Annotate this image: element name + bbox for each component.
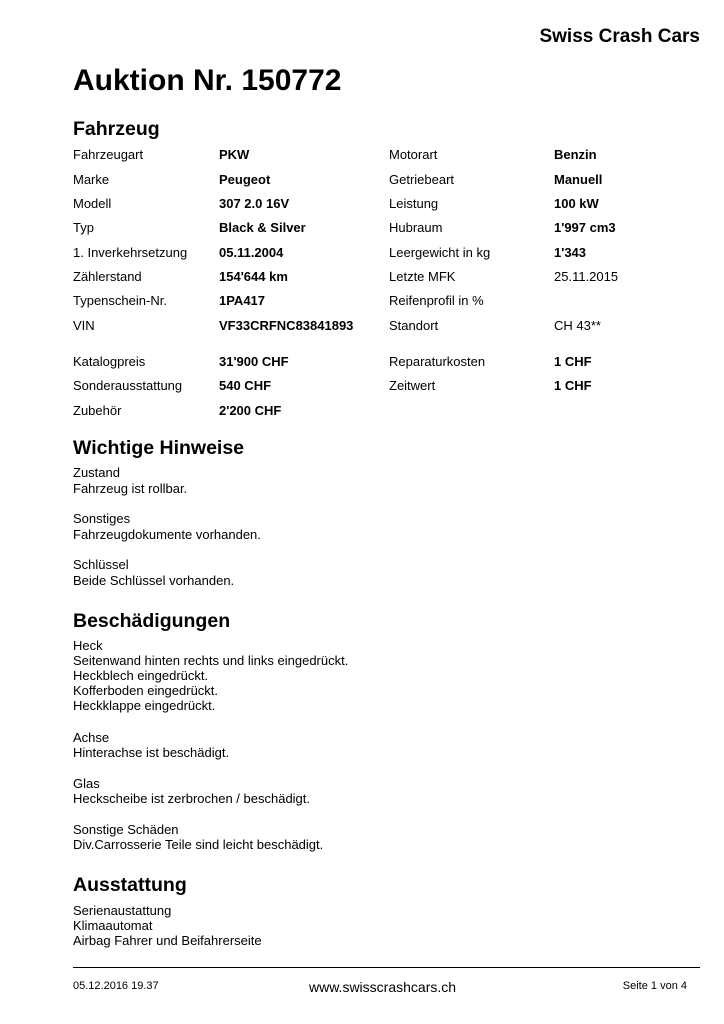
brand-name: Swiss Crash Cars — [539, 26, 700, 47]
field-label: Fahrzeugart — [73, 147, 144, 162]
equipment-title: Serienaustattung — [73, 903, 172, 918]
field-value: Manuell — [554, 172, 603, 187]
price-value: 2'200 CHF — [219, 403, 282, 418]
note-line: Beide Schlüssel vorhanden. — [73, 573, 235, 588]
section-heading-vehicle: Fahrzeug — [73, 118, 160, 140]
note-line: Fahrzeugdokumente vorhanden. — [73, 527, 261, 542]
field-value: VF33CRFNC83841893 — [219, 318, 354, 333]
footer-page-number: Seite 1 von 4 — [622, 980, 687, 992]
field-value: Benzin — [554, 147, 597, 162]
price-value: 540 CHF — [219, 378, 272, 393]
field-value: 100 kW — [554, 196, 599, 211]
section-heading-equipment: Ausstattung — [73, 874, 187, 896]
section-heading-notes: Wichtige Hinweise — [73, 437, 245, 459]
price-label: Katalogpreis — [73, 354, 146, 369]
damage-title: Heck — [73, 638, 103, 653]
note-title: Schlüssel — [73, 557, 129, 572]
price-value: 1 CHF — [554, 378, 592, 393]
footer-date: 05.12.2016 19.37 — [73, 980, 159, 992]
equipment-line: Airbag Fahrer und Beifahrerseite — [73, 933, 262, 948]
page-title: Auktion Nr. 150772 — [73, 64, 342, 97]
damage-line: Heckscheibe ist zerbrochen / beschädigt. — [73, 791, 311, 806]
note-title: Sonstiges — [73, 511, 131, 526]
field-label: Getriebeart — [389, 172, 455, 187]
price-label: Sonderausstattung — [73, 378, 183, 393]
price-label: Zeitwert — [389, 378, 436, 393]
damage-line: Heckblech eingedrückt. — [73, 668, 209, 683]
field-label: Leergewicht in kg — [389, 245, 491, 260]
damage-title: Achse — [73, 730, 110, 745]
field-value: 154'644 km — [219, 269, 288, 284]
field-label: Zählerstand — [73, 269, 142, 284]
note-title: Zustand — [73, 465, 120, 480]
damage-line: Div.Carrosserie Teile sind leicht beschädigt. — [73, 837, 324, 852]
field-value: Peugeot — [219, 172, 271, 187]
field-label: Marke — [73, 172, 110, 187]
field-value: 25.11.2015 — [554, 269, 619, 284]
field-label: 1. Inverkehrsetzung — [73, 245, 188, 260]
damage-line: Heckklappe eingedrückt. — [73, 698, 216, 713]
field-value: 05.11.2004 — [219, 245, 284, 260]
field-label: Leistung — [389, 196, 439, 211]
field-label: Reifenprofil in % — [389, 293, 484, 308]
field-value: 1'997 cm3 — [554, 220, 616, 235]
field-label: Hubraum — [389, 220, 443, 235]
damage-line: Seitenwand hinten rechts und links eingedrückt. — [73, 653, 349, 668]
field-label: Motorart — [389, 147, 438, 162]
price-value: 31'900 CHF — [219, 354, 289, 369]
note-line: Fahrzeug ist rollbar. — [73, 481, 188, 496]
equipment-line: Klimaautomat — [73, 918, 153, 933]
damage-line: Hinterachse ist beschädigt. — [73, 745, 230, 760]
damage-title: Sonstige Schäden — [73, 822, 179, 837]
field-label: Standort — [389, 318, 439, 333]
section-heading-damages: Beschädigungen — [73, 610, 231, 632]
field-label: Typenschein-Nr. — [73, 293, 167, 308]
field-label: Letzte MFK — [389, 269, 456, 284]
damage-title: Glas — [73, 776, 100, 791]
field-value: 307 2.0 16V — [219, 196, 290, 211]
field-value: Black & Silver — [219, 220, 306, 235]
field-value: CH 43** — [554, 318, 601, 333]
field-label: Typ — [73, 220, 94, 235]
field-label: VIN — [73, 318, 95, 333]
damage-line: Kofferboden eingedrückt. — [73, 683, 219, 698]
footer-divider — [73, 967, 700, 968]
price-label: Reparaturkosten — [389, 354, 486, 369]
field-label: Modell — [73, 196, 112, 211]
footer-website-link[interactable]: www.swisscrashcars.ch — [309, 979, 457, 995]
field-value: 1PA417 — [219, 293, 266, 308]
field-value: 1'343 — [554, 245, 587, 260]
price-label: Zubehör — [73, 403, 122, 418]
field-value: PKW — [219, 147, 250, 162]
price-value: 1 CHF — [554, 354, 592, 369]
